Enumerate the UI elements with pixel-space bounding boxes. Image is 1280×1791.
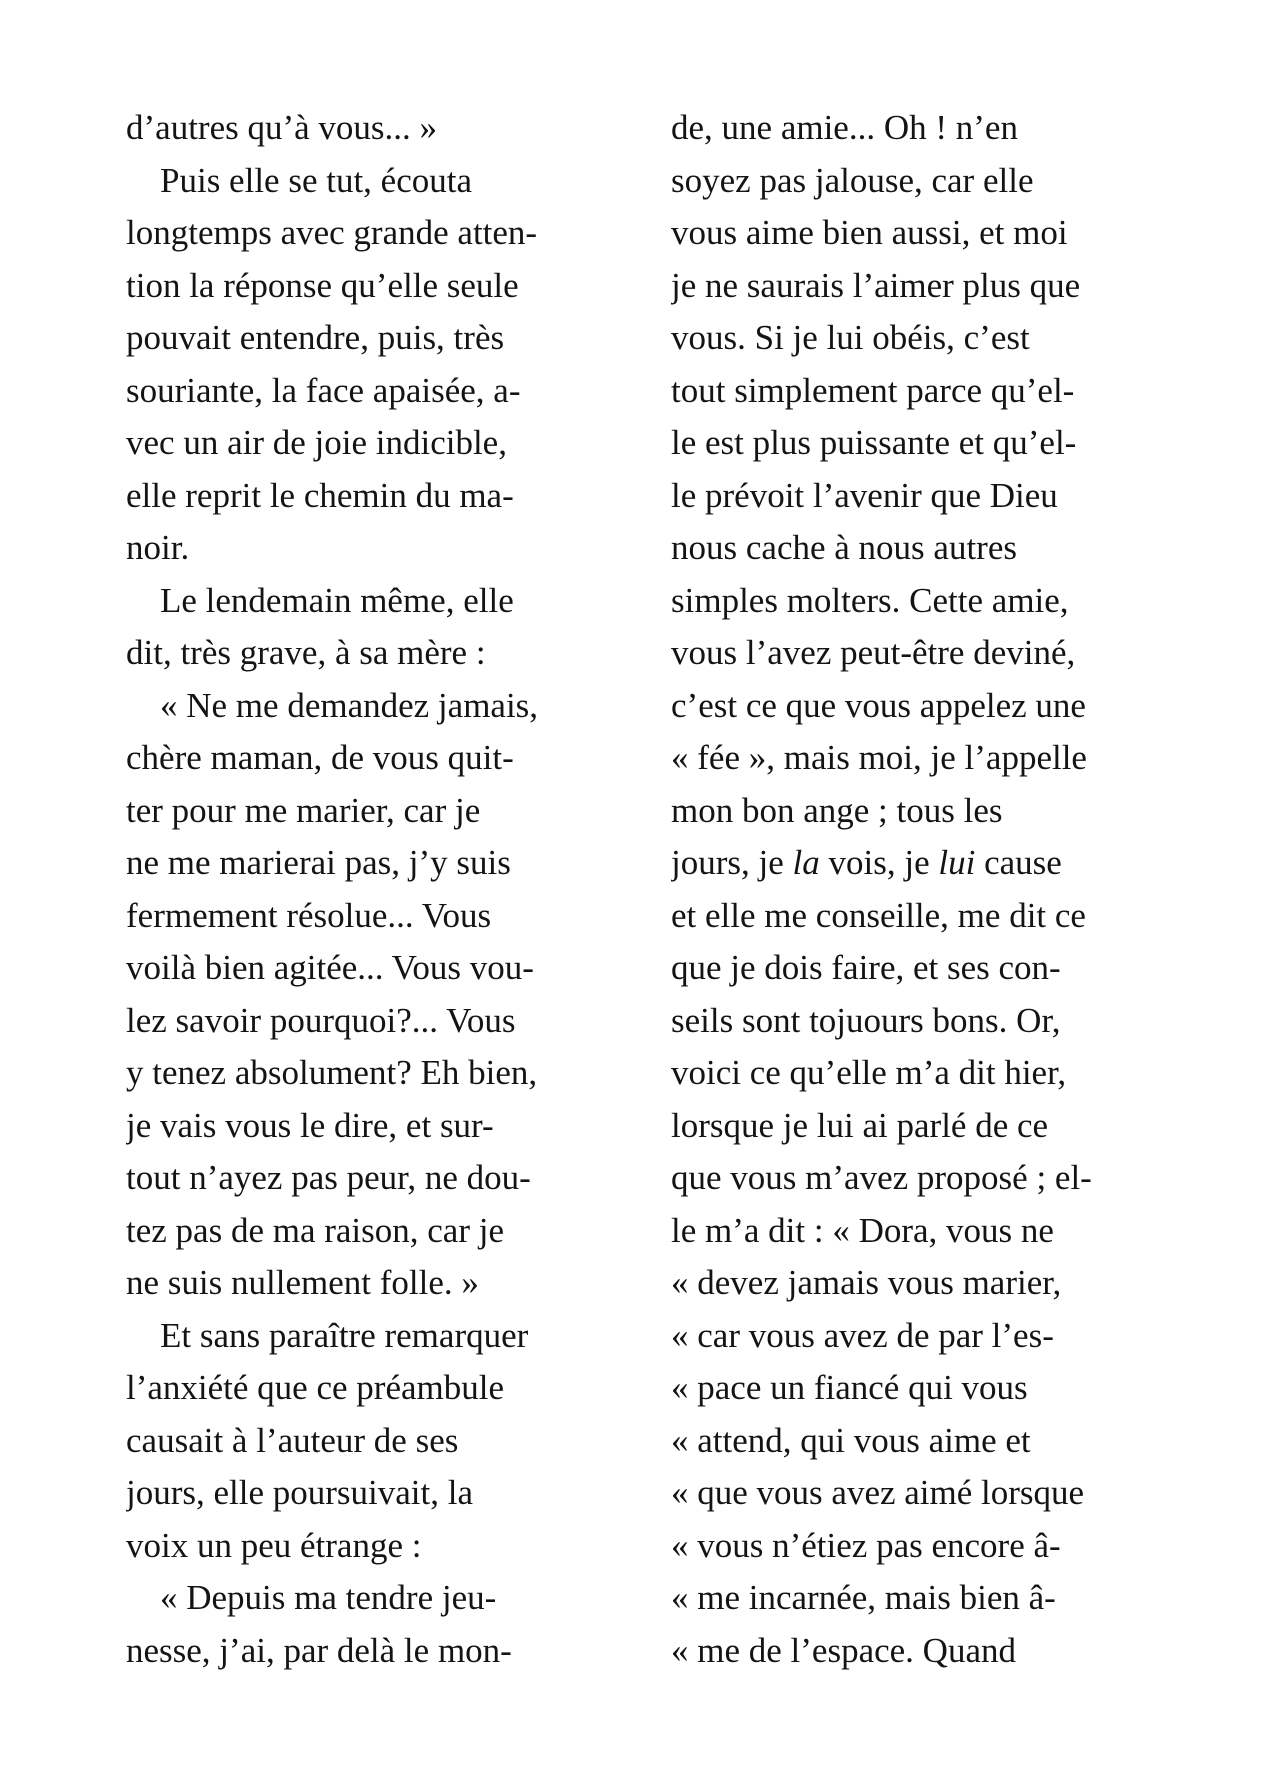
text-line: le prévoit l’avenir que Dieu <box>671 475 1058 515</box>
text-line: « que vous avez aimé lorsque <box>671 1473 1085 1512</box>
text-line: vous l’avez peut-être deviné, <box>671 633 1076 672</box>
text-line: pouvait entendre, puis, très <box>126 318 505 357</box>
text-line: et elle me conseille, me dit ce <box>671 895 1086 935</box>
text-line: causait à l’auteur de ses <box>126 1420 459 1460</box>
text-line: « me de l’espace. Quand <box>671 1630 1016 1670</box>
text-line: ter pour me marier, car je <box>126 790 481 830</box>
text-line: simples molters. Cette amie, <box>671 580 1069 620</box>
text-line: vous aime bien aussi, et moi <box>671 213 1068 252</box>
text-line: nesse, j’ai, par delà le mon- <box>126 1630 512 1670</box>
text-line: y tenez absolument? Eh bien, <box>126 1053 538 1092</box>
text-line: tez pas de ma raison, car je <box>126 1210 505 1250</box>
text-line: vous. Si je lui obéis, c’est <box>671 318 1030 357</box>
text-line: voilà bien agitée... Vous vou- <box>126 948 534 987</box>
text-line: souriante, la face apaisée, a- <box>126 370 521 410</box>
text-line: vec un air de joie indicible, <box>126 423 507 462</box>
text-line: fermement résolue... Vous <box>126 895 492 935</box>
text-line: d’autres qu’à vous... » <box>126 108 438 147</box>
text-line: l’anxiété que ce préambule <box>126 1368 504 1407</box>
text-line: que je dois faire, et ses con- <box>671 948 1061 987</box>
text-line: jours, je la vois, je lui cause <box>671 843 1062 882</box>
italic-word: lui <box>938 843 976 882</box>
text-line: de, une amie... Oh ! n’en <box>671 108 1018 147</box>
text-line: lorsque je lui ai parlé de ce <box>671 1105 1049 1145</box>
text-line: longtemps avec grande atten- <box>126 213 538 252</box>
text-line: « car vous avez de par l’es- <box>671 1315 1054 1355</box>
text-line: « vous n’étiez pas encore â- <box>671 1525 1061 1565</box>
text-line: Puis elle se tut, écouta <box>160 160 473 200</box>
text-line: noir. <box>126 528 190 567</box>
text-line: voici ce qu’elle m’a dit hier, <box>671 1053 1067 1092</box>
text-line: ne me marierai pas, j’y suis <box>126 843 511 882</box>
text-line: tion la réponse qu’elle seule <box>126 265 519 305</box>
text-line: je ne saurais l’aimer plus que <box>671 265 1081 305</box>
text-line: « devez jamais vous marier, <box>671 1263 1062 1302</box>
text-line: c’est ce que vous appelez une <box>671 685 1086 725</box>
text-line: « attend, qui vous aime et <box>671 1420 1031 1460</box>
right-column <box>671 102 1178 1677</box>
italic-word: la <box>792 843 820 882</box>
text-line: je vais vous le dire, et sur- <box>126 1105 494 1145</box>
text-line: nous cache à nous autres <box>671 528 1017 567</box>
text-line: Le lendemain même, elle <box>160 580 514 620</box>
text-line: tout n’ayez pas peur, ne dou- <box>126 1158 531 1197</box>
text-line: lez savoir pourquoi?... Vous <box>126 1000 516 1040</box>
text-line: seils sont tojuours bons. Or, <box>671 1000 1061 1040</box>
text-line: voix un peu étrange : <box>126 1525 422 1565</box>
text-line: jours, elle poursuivait, la <box>126 1473 474 1512</box>
text-line: « Depuis ma tendre jeu- <box>160 1578 497 1617</box>
text-line: chère maman, de vous quit- <box>126 738 514 777</box>
text-line: Et sans paraître remarquer <box>160 1315 529 1355</box>
text-line: elle reprit le chemin du ma- <box>126 475 514 515</box>
text-line: que vous m’avez proposé ; el- <box>671 1158 1092 1197</box>
text-line: soyez pas jalouse, car elle <box>671 160 1034 200</box>
text-line: « me incarnée, mais bien â- <box>671 1578 1056 1617</box>
left-column <box>126 102 620 1677</box>
text-line: le m’a dit : « Dora, vous ne <box>671 1210 1054 1250</box>
text-line: « fée », mais moi, je l’appelle <box>671 738 1087 777</box>
text-line: « Ne me demandez jamais, <box>160 685 539 725</box>
text-line: dit, très grave, à sa mère : <box>126 633 486 672</box>
text-line: mon bon ange ; tous les <box>671 790 1003 830</box>
text-line: ne suis nullement folle. » <box>126 1263 479 1302</box>
text-line: tout simplement parce qu’el- <box>671 370 1075 410</box>
text-line: « pace un fiancé qui vous <box>671 1368 1028 1407</box>
text-line: le est plus puissante et qu’el- <box>671 423 1077 462</box>
